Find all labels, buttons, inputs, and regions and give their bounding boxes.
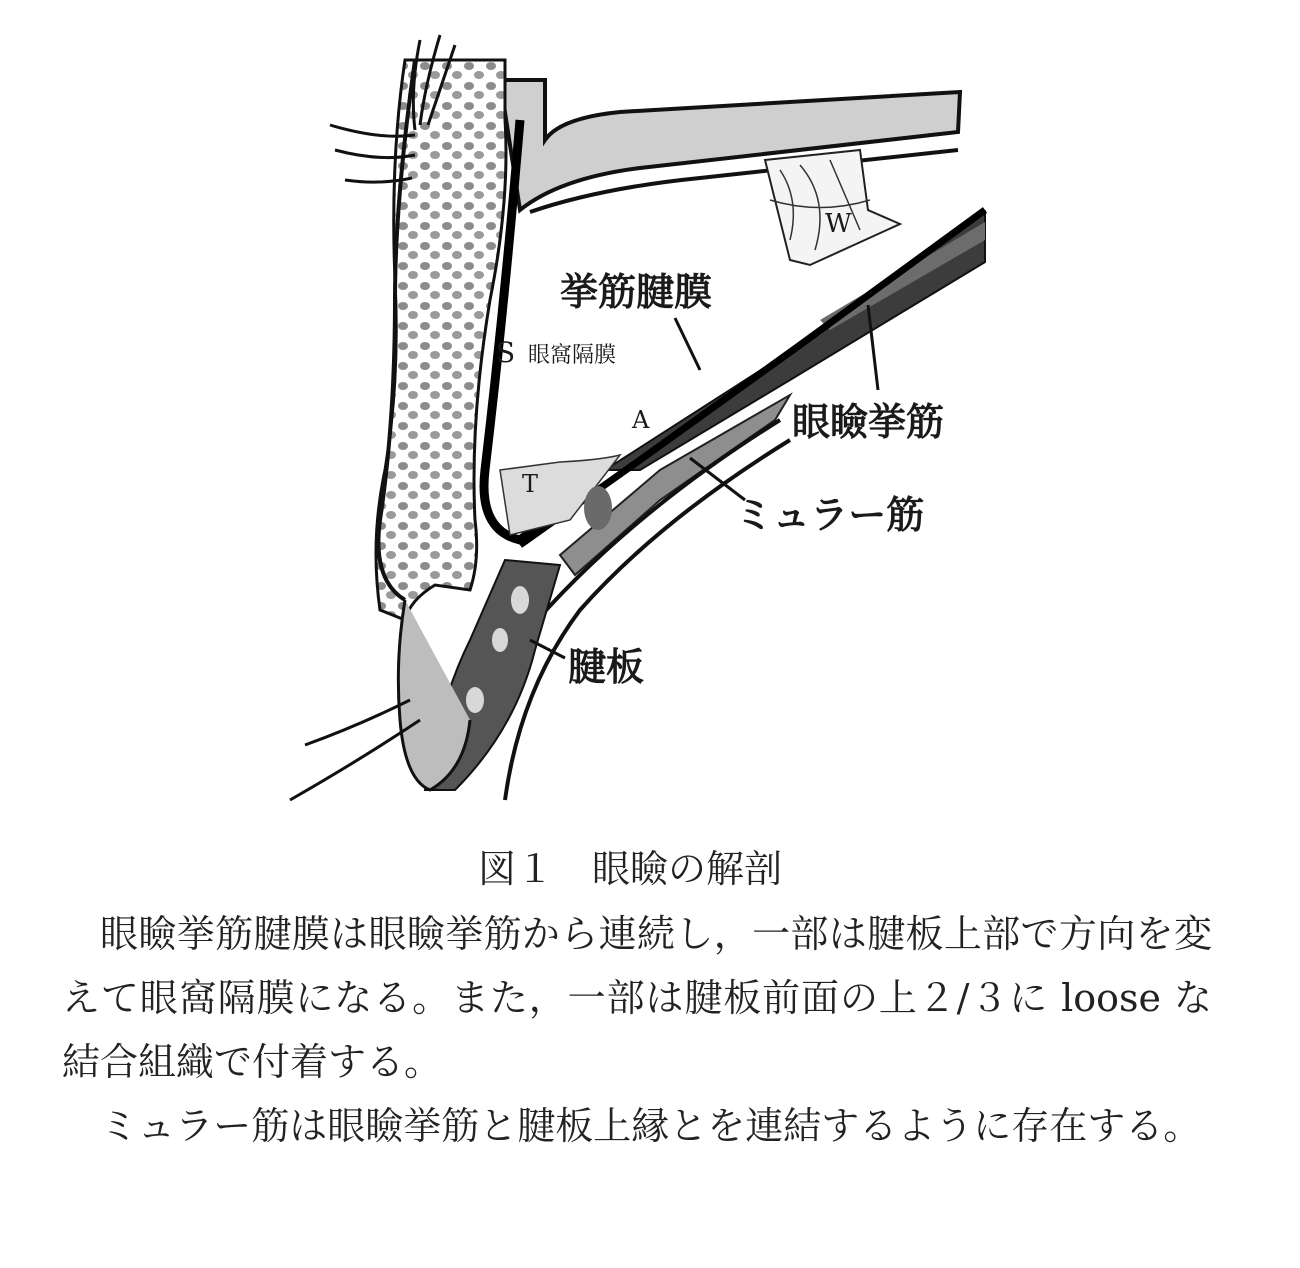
body-text bbox=[62, 902, 1212, 1158]
label-letter-t: T bbox=[522, 470, 539, 498]
label-septum-letter: S bbox=[496, 336, 516, 369]
label-letter-w: W bbox=[825, 209, 852, 239]
label-letter-a: A bbox=[632, 406, 650, 434]
label-orbital-septum: 眼窩隔膜 bbox=[528, 343, 617, 368]
leader-aponeurosis bbox=[675, 318, 700, 370]
paragraph-1: 眼瞼挙筋腱膜は眼瞼挙筋から連続し，一部は腱板上部で方向を変えて眼窩隔膜になる。また，一部は腱板前面の上２/３に loose な結合組織で付着する。 bbox=[62, 912, 1212, 1084]
label-tarsus: 腱板 bbox=[568, 645, 645, 689]
orbital-rim bbox=[500, 80, 960, 210]
paragraph-2: ミュラー筋は眼瞼挙筋と腱板上縁とを連結するように存在する。 bbox=[100, 1104, 1202, 1148]
label-levator-aponeurosis: 挙筋腱膜 bbox=[560, 270, 713, 314]
label-levator-muscle: 眼瞼挙筋 bbox=[792, 400, 945, 444]
label-muller-muscle: ミュラー筋 bbox=[735, 493, 925, 537]
figure-caption: 図１ 眼瞼の解剖 bbox=[477, 847, 782, 891]
